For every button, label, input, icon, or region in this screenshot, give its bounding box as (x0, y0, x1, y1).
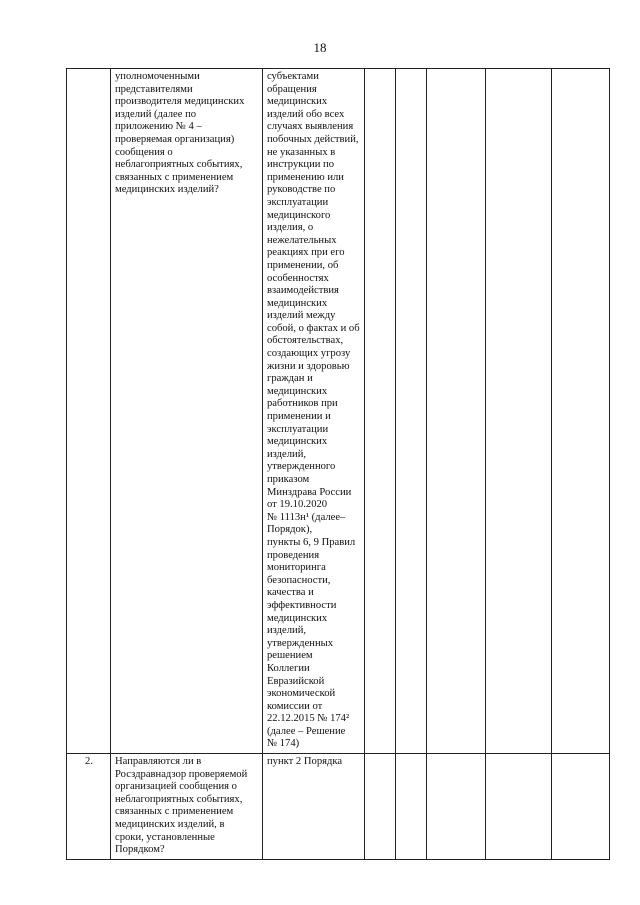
answer-yes-cell (365, 69, 396, 754)
requirements-text: субъектами обращения медицинских изделий обо всех случаях выявления побочных действий, не указанных в инструкции по применению или руководстве по эксплуатации медицинского изделия, о нежелательных реакциях при его применении, об особенностях взаимодействия медицинских изделий между собой, о фактах и об обстоятельствах, создающих угрозу жизни и здоровью граждан и медицинских работников при применении и эксплуатации медицинских изделий, утвержденного приказом Минздрава России от 19.10.2020 № 1113н¹ (далее– Порядок), пункты 6, 9 Правил проведения мониторинга безопасности, качества и эффективности медицинских изделий, утвержденных решением Коллегии Евразийской экономической комиссии от 22.12.2015 № 174² (далее – Решение № 174) (263, 69, 365, 754)
question-text: Направляются ли в Росздравнадзор проверяемой организацией сообщения о неблагоприятных событиях, связанных с применением медицинских изделий, в сроки, установленные Порядком? (111, 754, 263, 860)
note-cell (552, 69, 610, 754)
question-text: уполномоченными представителями производителя медицинских изделий (далее по приложению № 4 – проверяемая организация) сообщения о неблагоприятных событиях, связанных с применением медицинских изделий? (111, 69, 263, 754)
table-row (67, 69, 610, 754)
comment-cell (486, 69, 552, 754)
answer-no-cell (396, 754, 427, 860)
row-number (67, 69, 111, 754)
answer-no-cell (396, 69, 427, 754)
page-number: 18 (313, 40, 327, 55)
table-row (67, 754, 610, 860)
answer-not-applicable-cell (427, 69, 486, 754)
row-number: 2. (67, 754, 111, 860)
answer-not-applicable-cell (427, 754, 486, 860)
answer-yes-cell (365, 754, 396, 860)
requirements-text: пункт 2 Порядка (263, 754, 365, 860)
note-cell (552, 754, 610, 860)
comment-cell (486, 754, 552, 860)
checklist-table (66, 68, 610, 860)
